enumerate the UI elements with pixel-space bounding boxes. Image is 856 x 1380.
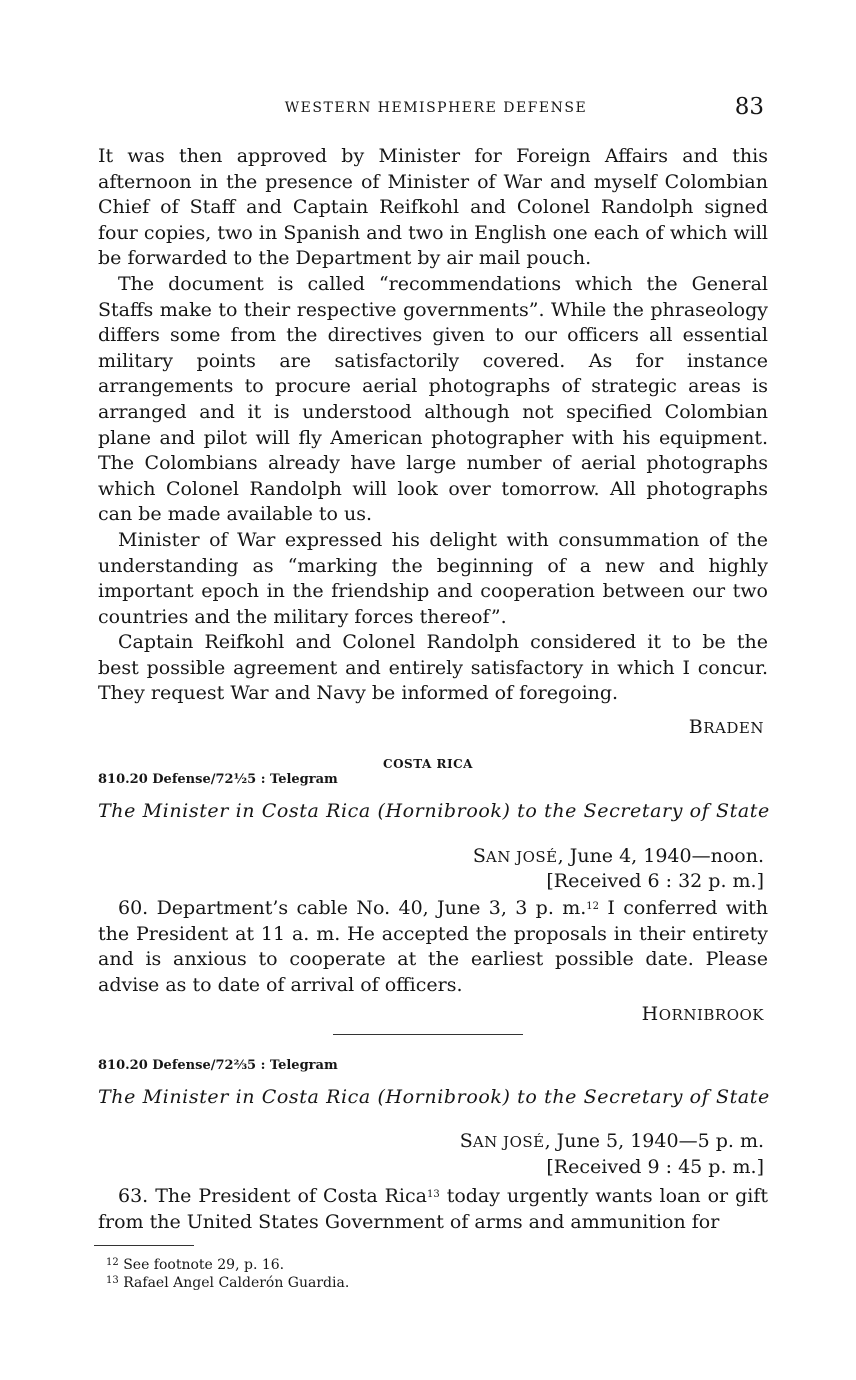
paragraph: It was then approved by Minister for Foreign Affairs and this afternoon in the presence of Minister of War and myself Colombian Chief of Staff and Captain Reifkohl and Colonel Randolph signed four copies, two in Spanish and two in English one each of which will be forwarded to the Department by air mail pouch. <box>98 145 768 270</box>
dateline: SAN JOSÉ, June 4, 1940—noon. <box>472 845 764 867</box>
file-reference: 810.20 Defense/72⅔5 : Telegram <box>98 1058 338 1073</box>
footnote: $^{12}$ See footnote 29, p. 16. <box>106 1257 285 1273</box>
footnotes <box>106 1256 349 1292</box>
section-divider <box>333 1034 523 1035</box>
paragraph: Minister of War expressed his delight with consummation of the understanding as “marking the beginning of a new and highly important epoch in the friendship and cooperation between our two countries and the military forces thereof”. <box>98 528 768 628</box>
footnote-ref: 13 <box>426 1189 440 1200</box>
footnote-ref: 12 <box>586 901 600 912</box>
telegram-body <box>98 1184 768 1235</box>
page-number: 83 <box>734 94 764 120</box>
paragraph: Captain Reifkohl and Colonel Randolph considered it to be the best possible agreement and entirely satisfactory in which I concur. They request War and Navy be informed of foregoing. <box>98 631 768 705</box>
signature-hornibrook: HORNIBROOK <box>641 1003 764 1025</box>
running-title: WESTERN HEMISPHERE DEFENSE <box>284 100 588 116</box>
footnote-rule <box>94 1245 194 1246</box>
footnote: $^{13}$ Rafael Angel Calderón Guardia. <box>106 1275 350 1291</box>
dateline: SAN JOSÉ, June 5, 1940—5 p. m. <box>459 1130 764 1152</box>
received-line: [Received 6 : 32 p. m.] <box>546 870 764 892</box>
section-heading: COSTA RICA <box>383 757 473 771</box>
colombia-telegram-body <box>98 144 768 707</box>
page-header <box>98 94 774 128</box>
file-reference: 810.20 Defense/72½5 : Telegram <box>98 772 338 787</box>
document-title: The Minister in Costa Rica (Hornibrook) to the Secretary of State <box>98 800 770 822</box>
paragraph: 63. The President of Costa Rica$^{13}$ today urgently wants loan or gift from the United States Government of arms and ammunition for <box>98 1185 769 1233</box>
document-title: The Minister in Costa Rica (Hornibrook) to the Secretary of State <box>98 1086 770 1108</box>
telegram-body <box>98 896 768 998</box>
paragraph: The document is called “recommendations which the General Staffs make to their respective governments”. While the phraseology differs some from the directives given to our officers all essential military points are satisfactorily covered. As for instance arrangements to procure aerial photographs of strategic areas is arranged and it is understood although not specified Colombian plane and pilot will fly American photographer with his equipment. The Colombians already have large number of aerial photographs which Colonel Randolph will look over tomorrow. All photographs can be made available to us. <box>98 272 768 526</box>
signature-braden: BRADEN <box>688 716 764 738</box>
paragraph: 60. Department’s cable No. 40, June 3, 3 p. m.$^{12}$ I conferred with the President at 11 a. m. He accepted the proposals in their entirety and is anxious to cooperate at the earliest possible date. Please advise as to date of arrival of officers. <box>98 897 768 996</box>
received-line: [Received 9 : 45 p. m.] <box>546 1156 764 1178</box>
